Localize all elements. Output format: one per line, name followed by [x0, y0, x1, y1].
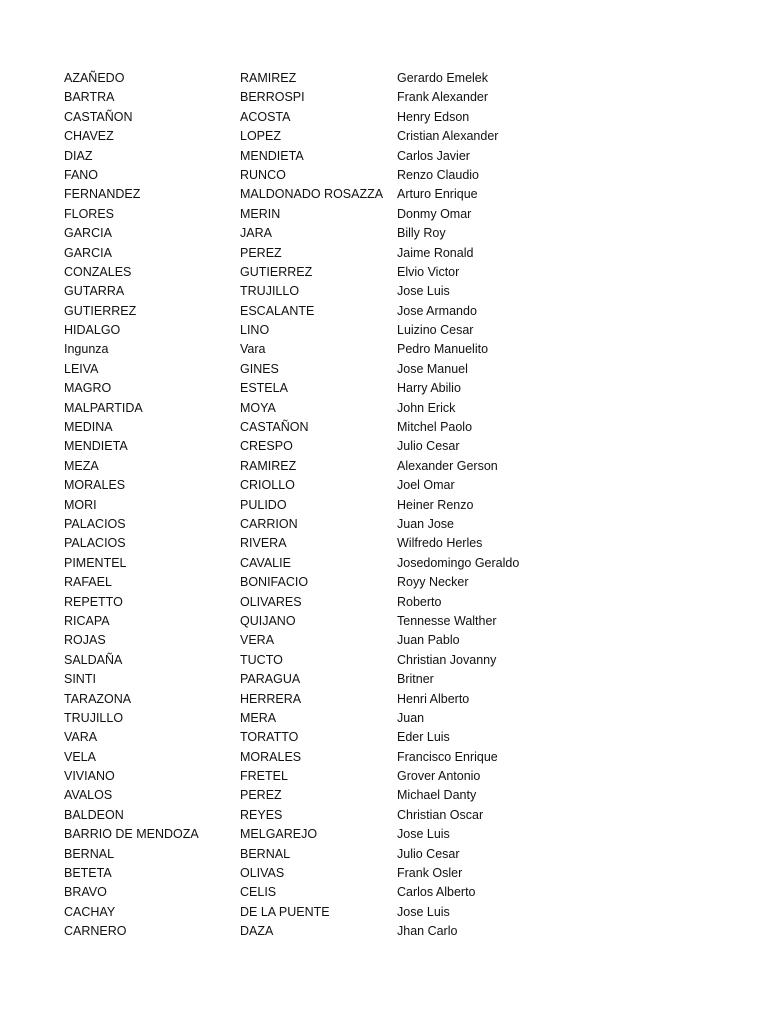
given-names-cell: Cristian Alexander [397, 129, 499, 144]
maternal-surname-cell: RUNCO [240, 167, 286, 182]
paternal-surname-cell: CARNERO [64, 924, 127, 939]
maternal-surname-cell: LINO [240, 323, 270, 338]
given-names-cell: Carlos Javier [397, 148, 470, 163]
table-row [64, 437, 624, 456]
given-names-cell: Jhan Carlo [397, 924, 458, 939]
given-names-cell: Michael Danty [397, 788, 477, 803]
given-names-cell: Henry Edson [397, 109, 470, 124]
paternal-surname-cell: MENDIETA [64, 439, 128, 454]
given-names-cell: Eder Luis [397, 730, 450, 745]
table-row [64, 224, 624, 243]
maternal-surname-cell: CRIOLLO [240, 478, 295, 493]
paternal-surname-cell: CONZALES [64, 264, 132, 279]
given-names-cell: Britner [397, 672, 434, 687]
table-row [64, 340, 624, 359]
paternal-surname-cell: RAFAEL [64, 575, 112, 590]
maternal-surname-cell: MENDIETA [240, 148, 304, 163]
given-names-cell: Pedro Manuelito [397, 342, 489, 357]
table-row [64, 418, 624, 437]
given-names-cell: Frank Alexander [397, 90, 489, 105]
paternal-surname-cell: GUTARRA [64, 284, 125, 299]
table-row [64, 534, 624, 553]
table-row [64, 244, 624, 263]
maternal-surname-cell: RAMIREZ [240, 71, 297, 85]
paternal-surname-cell: FANO [64, 167, 99, 182]
maternal-surname-cell: HERRERA [240, 691, 302, 706]
maternal-surname-cell: PARAGUA [240, 672, 301, 687]
maternal-surname-cell: TUCTO [240, 652, 283, 667]
table-row [64, 457, 624, 476]
table-row [64, 903, 624, 922]
paternal-surname-cell: MEDINA [64, 420, 113, 435]
table-row [64, 728, 624, 747]
table-row [64, 709, 624, 728]
maternal-surname-cell: GUTIERREZ [240, 264, 313, 279]
paternal-surname-cell: CACHAY [64, 904, 116, 919]
table-row [64, 864, 624, 883]
given-names-cell: Julio Cesar [397, 439, 460, 454]
table-row [64, 651, 624, 670]
given-names-cell: Billy Roy [397, 226, 446, 241]
table-row [64, 573, 624, 592]
maternal-surname-cell: RIVERA [240, 536, 287, 551]
table-row [64, 806, 624, 825]
maternal-surname-cell: ESCALANTE [240, 303, 315, 318]
maternal-surname-cell: CASTAÑON [240, 420, 309, 435]
table-row [64, 748, 624, 767]
table-row [64, 496, 624, 515]
maternal-surname-cell: Vara [240, 342, 266, 357]
maternal-surname-cell: FRETEL [240, 769, 288, 784]
given-names-cell: Jose Luis [397, 904, 450, 919]
paternal-surname-cell: FERNANDEZ [64, 187, 141, 202]
maternal-surname-cell: PEREZ [240, 788, 282, 803]
table-row [64, 185, 624, 204]
table-row [64, 612, 624, 631]
maternal-surname-cell: MOYA [240, 400, 276, 415]
maternal-surname-cell: DAZA [240, 924, 274, 939]
given-names-cell: Donmy Omar [397, 206, 472, 221]
given-names-cell: Jaime Ronald [397, 245, 474, 260]
given-names-cell: Heiner Renzo [397, 497, 474, 512]
paternal-surname-cell: BETETA [64, 866, 112, 881]
table-row [64, 476, 624, 495]
maternal-surname-cell: TORATTO [240, 730, 299, 745]
maternal-surname-cell: REYES [240, 807, 283, 822]
table-row [64, 631, 624, 650]
maternal-surname-cell: MALDONADO ROSAZZA [240, 187, 384, 202]
paternal-surname-cell: AZAÑEDO [64, 71, 125, 85]
table-row [64, 515, 624, 534]
maternal-surname-cell: ESTELA [240, 381, 288, 396]
maternal-surname-cell: DE LA PUENTE [240, 904, 330, 919]
paternal-surname-cell: BRAVO [64, 885, 107, 900]
paternal-surname-cell: MAGRO [64, 381, 112, 396]
table-row [64, 379, 624, 398]
paternal-surname-cell: GUTIERREZ [64, 303, 137, 318]
paternal-surname-cell: TARAZONA [64, 691, 132, 706]
table-row [64, 670, 624, 689]
given-names-cell: Grover Antonio [397, 769, 481, 784]
paternal-surname-cell: DIAZ [64, 148, 93, 163]
table-row [64, 282, 624, 301]
given-names-cell: Elvio Victor [397, 264, 460, 279]
maternal-surname-cell: CARRION [240, 516, 298, 531]
table-row [64, 321, 624, 340]
table-row [64, 147, 624, 166]
maternal-surname-cell: LOPEZ [240, 129, 281, 144]
given-names-cell: Josedomingo Geraldo [397, 555, 520, 570]
paternal-surname-cell: BARTRA [64, 90, 115, 105]
paternal-surname-cell: HIDALGO [64, 323, 121, 338]
maternal-surname-cell: OLIVARES [240, 594, 302, 609]
given-names-cell: John Erick [397, 400, 456, 415]
given-names-cell: Henri Alberto [397, 691, 470, 706]
paternal-surname-cell: GARCIA [64, 245, 112, 260]
table-row [64, 88, 624, 107]
paternal-surname-cell: BARRIO DE MENDOZA [64, 827, 199, 842]
paternal-surname-cell: PALACIOS [64, 516, 126, 531]
maternal-surname-cell: MERIN [240, 206, 281, 221]
maternal-surname-cell: BONIFACIO [240, 575, 309, 590]
paternal-surname-cell: GARCIA [64, 226, 112, 241]
table-row [64, 786, 624, 805]
paternal-surname-cell: PALACIOS [64, 536, 126, 551]
paternal-surname-cell: SINTI [64, 672, 96, 687]
paternal-surname-cell: CHAVEZ [64, 129, 114, 144]
table-row [64, 263, 624, 282]
maternal-surname-cell: PULIDO [240, 497, 287, 512]
given-names-cell: Juan Jose [397, 516, 454, 531]
maternal-surname-cell: MELGAREJO [240, 827, 318, 842]
paternal-surname-cell: FLORES [64, 206, 115, 221]
table-row [64, 360, 624, 379]
given-names-cell: Jose Luis [397, 284, 450, 299]
paternal-surname-cell: LEIVA [64, 361, 99, 376]
given-names-cell: Arturo Enrique [397, 187, 478, 202]
table-row [64, 69, 624, 88]
maternal-surname-cell: QUIJANO [240, 613, 296, 628]
paternal-surname-cell: TRUJILLO [64, 710, 124, 725]
table-row [64, 554, 624, 573]
paternal-surname-cell: VARA [64, 730, 98, 745]
given-names-cell: Harry Abilio [397, 381, 461, 396]
paternal-surname-cell: CASTAÑON [64, 109, 133, 124]
paternal-surname-cell: VELA [64, 749, 96, 764]
given-names-cell: Joel Omar [397, 478, 455, 493]
given-names-cell: Alexander Gerson [397, 458, 498, 473]
paternal-surname-cell: AVALOS [64, 788, 113, 803]
maternal-surname-cell: GINES [240, 361, 279, 376]
paternal-surname-cell: REPETTO [64, 594, 123, 609]
given-names-cell: Gerardo Emelek [397, 71, 489, 85]
maternal-surname-cell: CELIS [240, 885, 277, 900]
maternal-surname-cell: JARA [240, 226, 272, 241]
paternal-surname-cell: MEZA [64, 458, 99, 473]
table-row [64, 302, 624, 321]
maternal-surname-cell: MERA [240, 710, 277, 725]
paternal-surname-cell: BERNAL [64, 846, 115, 861]
maternal-surname-cell: CRESPO [240, 439, 293, 454]
paternal-surname-cell: RICAPA [64, 613, 110, 628]
table-row [64, 108, 624, 127]
given-names-cell: Luizino Cesar [397, 323, 474, 338]
table-row [64, 922, 624, 941]
paternal-surname-cell: PIMENTEL [64, 555, 127, 570]
names-table [64, 69, 624, 942]
table-row [64, 767, 624, 786]
paternal-surname-cell: MORI [64, 497, 97, 512]
given-names-cell: Jose Armando [397, 303, 477, 318]
paternal-surname-cell: MALPARTIDA [64, 400, 143, 415]
table-row [64, 593, 624, 612]
given-names-cell: Francisco Enrique [397, 749, 498, 764]
maternal-surname-cell: VERA [240, 633, 275, 648]
table-row [64, 845, 624, 864]
given-names-cell: Julio Cesar [397, 846, 460, 861]
paternal-surname-cell: MORALES [64, 478, 126, 493]
table-row [64, 399, 624, 418]
table-row [64, 883, 624, 902]
given-names-cell: Juan [397, 710, 425, 725]
given-names-cell: Jose Luis [397, 827, 450, 842]
given-names-cell: Carlos Alberto [397, 885, 476, 900]
maternal-surname-cell: TRUJILLO [240, 284, 300, 299]
maternal-surname-cell: BERNAL [240, 846, 291, 861]
table-row [64, 166, 624, 185]
table-row [64, 690, 624, 709]
maternal-surname-cell: RAMIREZ [240, 458, 297, 473]
paternal-surname-cell: BALDEON [64, 807, 124, 822]
given-names-cell: Tennesse Walther [397, 613, 497, 628]
maternal-surname-cell: MORALES [240, 749, 302, 764]
maternal-surname-cell: CAVALIE [240, 555, 291, 570]
paternal-surname-cell: ROJAS [64, 633, 106, 648]
maternal-surname-cell: ACOSTA [240, 109, 291, 124]
paternal-surname-cell: Ingunza [64, 342, 109, 357]
paternal-surname-cell: SALDAÑA [64, 652, 123, 667]
given-names-cell: Juan Pablo [397, 633, 460, 648]
given-names-cell: Jose Manuel [397, 361, 468, 376]
given-names-cell: Mitchel Paolo [397, 420, 473, 435]
given-names-cell: Wilfredo Herles [397, 536, 483, 551]
paternal-surname-cell: VIVIANO [64, 769, 115, 784]
given-names-cell: Christian Jovanny [397, 652, 497, 667]
table-row [64, 127, 624, 146]
maternal-surname-cell: OLIVAS [240, 866, 285, 881]
given-names-cell: Roberto [397, 594, 442, 609]
maternal-surname-cell: BERROSPI [240, 90, 305, 105]
given-names-cell: Christian Oscar [397, 807, 484, 822]
table-row [64, 825, 624, 844]
given-names-cell: Royy Necker [397, 575, 469, 590]
table-row [64, 205, 624, 224]
given-names-cell: Frank Osler [397, 866, 463, 881]
given-names-cell: Renzo Claudio [397, 167, 479, 182]
maternal-surname-cell: PEREZ [240, 245, 282, 260]
